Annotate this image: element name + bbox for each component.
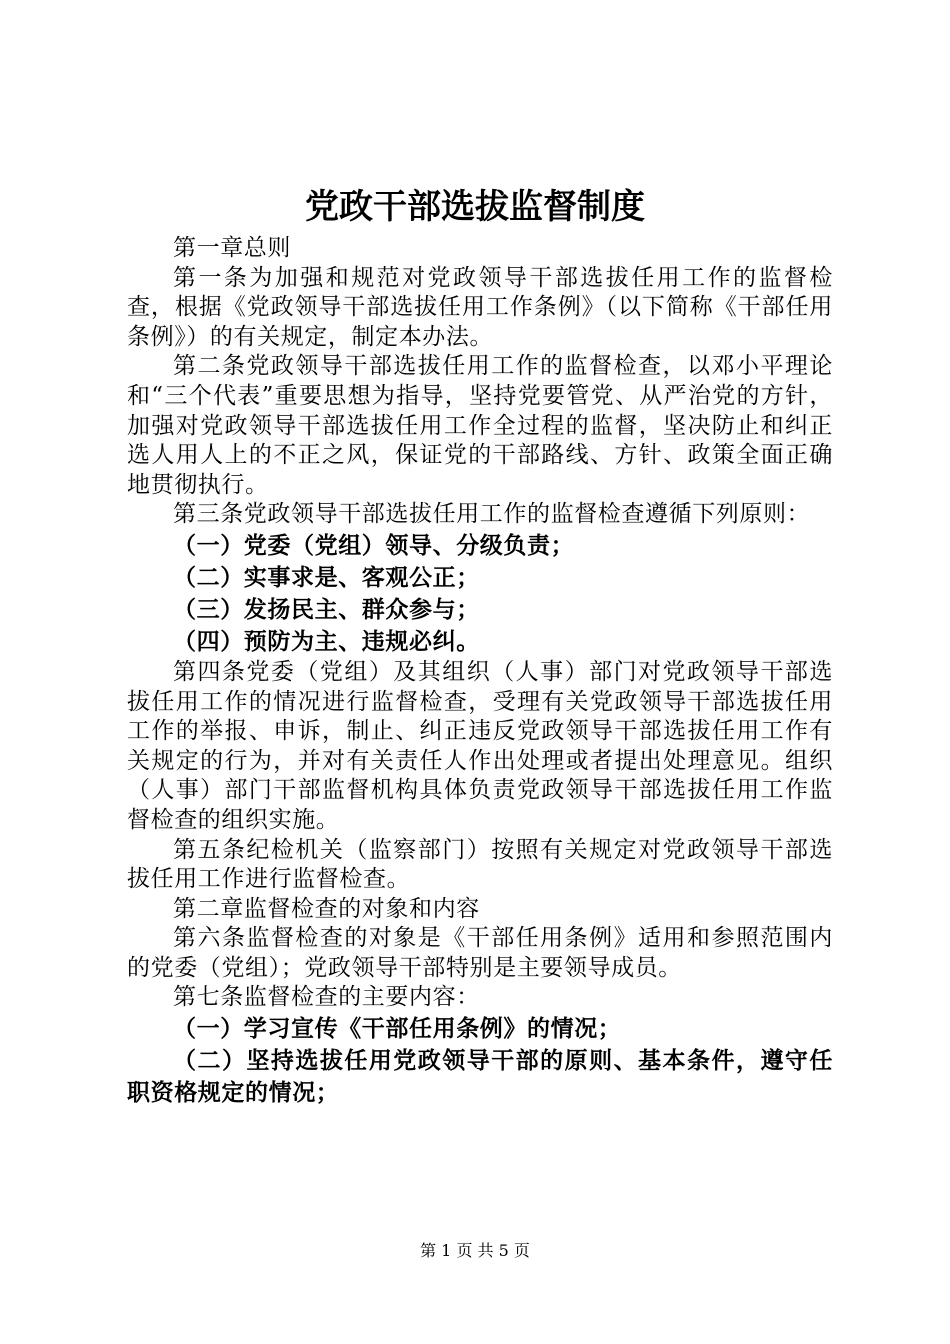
content-item: （一）学习宣传《干部任用条例》的情况； (173, 1016, 622, 1043)
article-paragraph: 第三条党政领导干部选拔任用工作的监督检查遵循下列原则： (173, 501, 811, 528)
article-paragraph: 第七条监督检查的主要内容： (173, 984, 480, 1011)
chapter-heading: 第一章总则 (173, 235, 291, 261)
principle-item: （四）预防为主、违规必纠。 (173, 628, 480, 655)
article-paragraph: 第六条监督检查的对象是《干部任用条例》适用和参照范围内的党委（党组）；党政领导干部特别是主要领导成员。 (127, 925, 833, 981)
article-paragraph: 第五条纪检机关（监察部门）按照有关规定对党政领导干部选拔任用工作进行监督检查。 (127, 836, 833, 893)
principle-item: （三）发扬民主、群众参与； (173, 596, 480, 623)
article-paragraph: 第二条党政领导干部选拔任用工作的监督检查，以邓小平理论和“三个代表”重要思想为指导，坚持党要管党、从严治党的方针，加强对党政领导干部选拔任用工作全过程的监督，坚决防止和纠正选人用人上的不正之风，保证党的干部路线、方针、政策全面正确地贯彻执行。 (127, 353, 833, 498)
article-paragraph: 第四条党委（党组）及其组织（人事）部门对党政领导干部选拔任用工作的情况进行监督检查，受理有关党政领导干部选拔任用工作的举报、申诉，制止、纠正违反党政领导干部选拔任用工作有关规定的行为，并对有关责任人作出处理或者提出处理意见。组织（人事）部门干部监督机构具体负责党政领导干部选拔任用工作监督检查的组织实施。 (127, 658, 833, 833)
principle-item: （一）党委（党组）领导、分级负责； (173, 532, 575, 559)
document-body (127, 234, 833, 1109)
content-item: （二）坚持选拔任用党政领导干部的原则、基本条件，遵守任职资格规定的情况； (127, 1048, 833, 1107)
document-title: 党政干部选拔监督制度 (305, 187, 645, 227)
chapter-heading: 第二章监督检查的对象和内容 (173, 895, 480, 922)
page-footer: 第 1 页 共 5 页 (420, 1241, 530, 1260)
article-paragraph: 第一条为加强和规范对党政领导干部选拔任用工作的监督检查，根据《党政领导干部选拔任用工作条例》（以下简称《干部任用条例》）的有关规定，制定本办法。 (127, 264, 833, 350)
principle-item: （二）实事求是、客观公正； (173, 564, 480, 591)
